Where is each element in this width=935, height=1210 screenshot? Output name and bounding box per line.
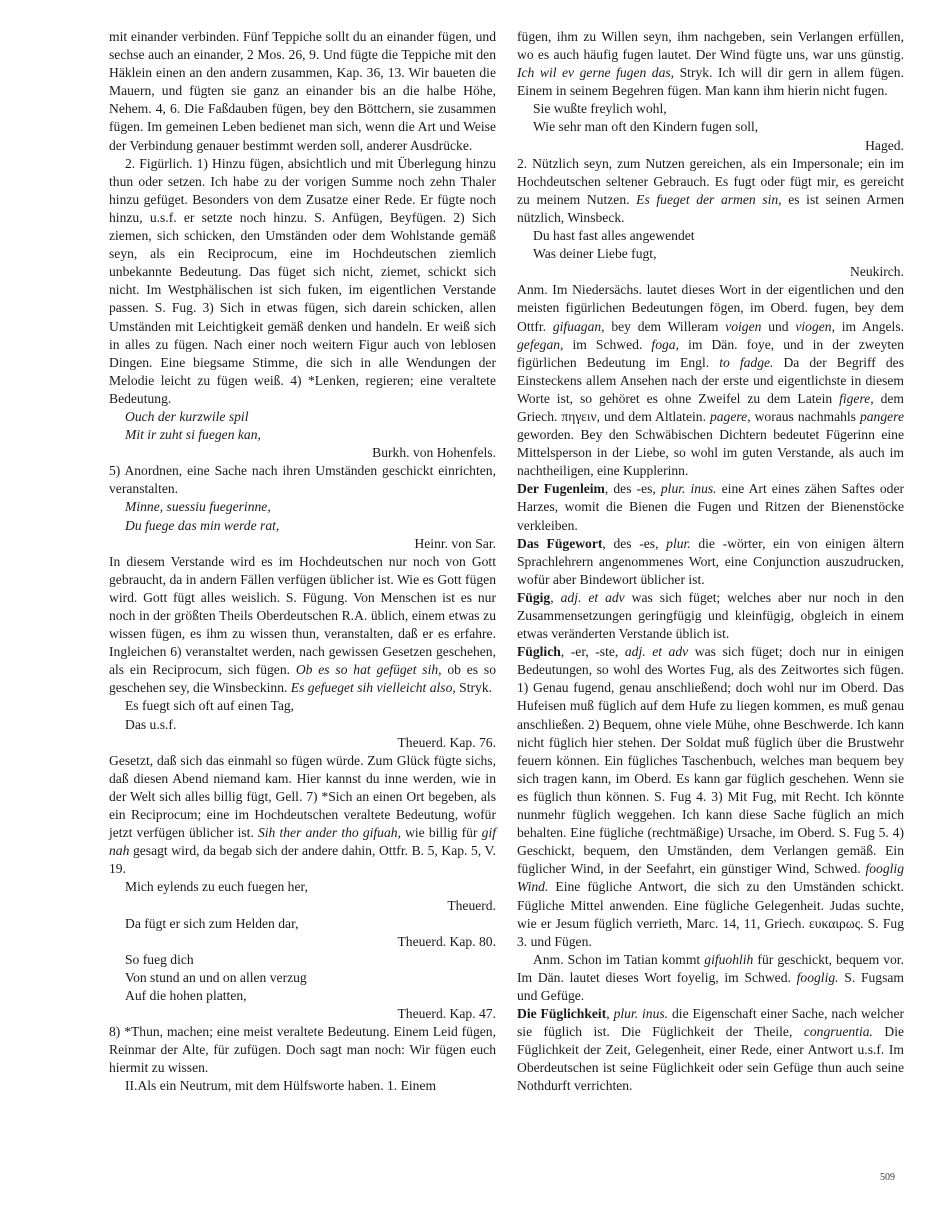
text-run: was sich füget; welches aber nur noch in den Zusammensetzungen geringfügig und kleinfügig, obgleich in einem etwas veränderten Verstande üblich ist. — [517, 589, 904, 642]
paragraph — [109, 1077, 496, 1095]
italic-text: Mit ir zuht si fuegen kan, — [125, 427, 261, 443]
italic-text: pagere, — [709, 408, 751, 424]
text-run: Sie wußte freylich wohl, — [533, 101, 667, 117]
verse-line — [517, 118, 904, 136]
text-run: Wie sehr man oft den Kindern fugen soll, — [533, 119, 759, 135]
verse-source — [517, 263, 904, 281]
verse-source — [109, 897, 496, 915]
right-column — [517, 28, 904, 1096]
text-run: was sich füget; doch nur in einigen Bedeutungen, so wohl des Wortes Fug, als des Zeitwortes sich fügen. 1) Genau fugend, genau anschließend; doch wohl nur im Oberd. Das Hufeisen muß füglich auf dem Hufe zu liegen kommen, es muß genau anschließen. 2) Bequem, ohne viele Mühe, ohne Beschwerde. Ich kann nicht füglich hier stehen. Der Soldat muß füglich über die Brustwehr feuern können. Ein fügliches Taschenbuch, welches man bequem bey sich tragen kann, im Oberd. Es kann gar füglich geschehen. Wenn sie es füglich thun können. S. Fug 4. 3) Mit Fug, mit Recht. Ich könnte nunmehr füglich weggehen. Ich kann diese Sache füglich an mich behalten. Eine fügliche (rechtmäßige) Ursache, im Oberd. S. Fug 5. 4) Geschickt, bequem, den Umständen, dem Verlangen gemäß. Ein füglicher Wind, in der Seefahrt, ein günstiger Wind, Schwed. — [517, 644, 904, 877]
headword: Das Fügewort — [517, 535, 603, 551]
text-run: mit einander verbinden. Fünf Teppiche sollt du an einander fügen, und sechse auch an einander, 2 Mos. 26, 9. Und fügte die Teppiche mit den Häklein einen an den andern zusammen, Kap. 36, 13. Wir baueten die Mauern, und fügten sie ganz an einander bis an die halbe Höhe, Nehem. 4, 6. Die Faßdauben fügen, bey den Böttchern, sie zusammen fügen. Im gemeinen Leben bedienet man sich, wenn die Art und Weise der Verbindung genauer bestimmt werden soll, anderer Ausdrücke. — [109, 29, 496, 153]
paragraph — [109, 752, 496, 879]
verse-source — [109, 444, 496, 462]
italic-text: Es gefueget sih vielleicht also, — [290, 680, 456, 696]
text-run: Theuerd. — [447, 897, 496, 913]
paragraph — [109, 462, 496, 498]
headword: Fügig — [517, 589, 551, 605]
verse-line — [109, 951, 496, 969]
text-run: , — [550, 589, 561, 605]
verse-source — [109, 734, 496, 752]
italic-text: Ouch der kurzwile spil — [125, 408, 249, 424]
text-run: Theuerd. Kap. 76. — [397, 734, 496, 750]
paragraph — [109, 553, 496, 698]
text-run: Stryk. Ich will dir gern in allem fügen. Einem in seinem Begehren fügen. Man kann ihm hierin nicht fugen. — [517, 65, 904, 99]
text-run: Gesetzt, daß sich das einmahl so fügen würde. Zum Glück fügte sichs, daß diesen Abend niemand kam. Hier kannst du inne werden, wie in der Welt sich alles billig fügt, Gell. 7) *Sich an einen Ort begeben, als ein Reciprocum; eine im Hochdeutschen veraltete Bedeutung, wofür jetzt verfügen üblicher ist. — [109, 752, 496, 841]
verse-line — [517, 227, 904, 245]
text-run: Neukirch. — [850, 264, 904, 280]
italic-text: fooglig Wind. — [517, 861, 904, 895]
text-run: S. Fugsam und Gefüge. — [517, 969, 904, 1003]
text-run: die -wörter, ein von einigen ältern Sprachlehrern angenommenes Wort, eine Conjunction auszudrucken, wofür aber Bindewort üblicher ist. — [517, 535, 905, 587]
italic-text: figere, — [839, 390, 874, 406]
text-run: Es fuegt sich oft auf einen Tag, — [125, 698, 295, 714]
text-run: Anm. Schon im Tatian kommt — [533, 951, 705, 967]
page-number: 509 — [880, 1172, 895, 1183]
italic-text: Minne, suessiu fuegerinne, — [125, 499, 271, 515]
text-run: Haged. — [865, 137, 904, 153]
text-run: Die Füglichkeit der Zeit, Gelegenheit, einer Rede, einer Antwort u.s.f. Im Oberdeutschen ist seine Füglichkeit oder sein Gefüge thun auch seine Nothdurft verrichten. — [517, 1024, 905, 1094]
text-run: Da der Begriff des Einsteckens allem Ansehen nach der erste und eigentlichste in diesem Worte ist, so gehöret es ohne Zweifel zu dem Latein — [517, 354, 904, 406]
text-run: Das u.s.f. — [125, 716, 177, 732]
paragraph — [517, 281, 904, 480]
verse-line — [109, 878, 496, 896]
paragraph — [517, 28, 904, 100]
text-run: wie billig für — [400, 825, 482, 841]
verse-source — [109, 933, 496, 951]
paragraph — [517, 155, 904, 227]
paragraph — [517, 480, 904, 534]
text-run: bey dem Willeram — [604, 318, 726, 334]
headword: Füglich — [517, 644, 561, 660]
text-run: gesagt wird, da begab sich der andere dahin, Ottfr. B. 5, Kap. 5, V. 19. — [109, 843, 496, 877]
text-run: In diesem Verstande wird es im Hochdeutschen nur noch von Gott gebraucht, da in andern Fällen verfügen üblicher ist. Wie es Gott fügen wird. Gott fügt alles weislich. S. Fügung. Von Menschen ist es nur noch in der größten Theils Oberdeutschen R.A. üblich, einem etwas zu wissen fügen, es ihm zu wissen thun, veranstalten, daß er es erfahre. Ingleichen 6) veranstaltet werden, nach gewissen Gesetzen geschehen, als ein Reciprocum, sich fügen. — [109, 553, 496, 678]
italic-text: gifuohlih — [704, 951, 754, 967]
verse-source — [109, 535, 496, 553]
paragraph — [109, 1023, 496, 1077]
paragraph — [517, 1005, 904, 1095]
verse-line — [517, 100, 904, 118]
italic-text: plur. — [666, 535, 691, 551]
text-run: Du hast fast alles angewendet — [533, 228, 695, 244]
verse-line — [109, 426, 496, 444]
headword: Der Fugenleim — [517, 481, 605, 497]
italic-text: gif nah — [109, 825, 496, 859]
text-run: Auf die hohen platten, — [125, 987, 247, 1003]
verse-line — [109, 517, 496, 535]
text-run: dem Griech. πηγειν, und dem Altlatein. — [517, 390, 905, 424]
verse-source — [517, 137, 904, 155]
text-run: II.Als ein Neutrum, mit dem Hülfsworte haben. 1. Einem — [125, 1078, 437, 1094]
text-run: 5) Anordnen, eine Sache nach ihren Umständen geschickt einrichten, veranstalten. — [109, 463, 496, 497]
text-run: Theuerd. Kap. 80. — [397, 933, 496, 949]
italic-text: viogen, — [795, 318, 835, 334]
italic-text: Ob es so hat gefüget sih, — [295, 662, 442, 678]
italic-text: foga, — [651, 336, 679, 352]
italic-text: Ich wil ev gerne fugen das, — [517, 65, 675, 81]
verse-line — [109, 987, 496, 1005]
paragraph — [517, 589, 904, 643]
text-run: es ist seinen Armen nützlich, Winsbeck. — [517, 191, 904, 225]
italic-text: Du fuege das min werde rat, — [125, 517, 280, 533]
italic-text: gefegan, — [517, 336, 564, 352]
paragraph — [517, 535, 904, 589]
italic-text: adj. et adv — [560, 589, 625, 605]
text-run: woraus nachmahls — [750, 408, 860, 424]
text-run: So fueg dich — [125, 951, 194, 967]
headword: Die Füglichkeit — [517, 1006, 607, 1022]
text-run: und — [761, 318, 796, 334]
italic-text: fooglig. — [796, 969, 839, 985]
verse-line — [109, 969, 496, 987]
italic-text: plur. inus. — [660, 481, 717, 497]
text-run: im Dän. foye, und in der zweyten figürlichen Bedeutung im Engl. — [517, 336, 904, 370]
verse-line — [109, 498, 496, 516]
text-run: , -er, -ste, — [560, 644, 625, 660]
text-run: Mich eylends zu euch fuegen her, — [125, 879, 308, 895]
text-run: Burkh. von Hohenfels. — [372, 445, 496, 461]
text-run: geworden. Bey den Schwäbischen Dichtern bedeutet Fügerinn eine Mittelsperson in der Liebe, so wohl im guten Verstande, als auch im nachtheiligen, eine Kupplerinn. — [517, 427, 904, 479]
italic-text: plur. inus. — [613, 1006, 669, 1022]
verse-line — [109, 408, 496, 426]
italic-text: adj. et adv — [624, 644, 689, 660]
left-column — [109, 28, 496, 1096]
text-run: Von stund an und on allen verzug — [125, 969, 307, 985]
verse-line — [109, 915, 496, 933]
text-run: für geschickt, bequem vor. Im Dän. lautet dieses Wort foyelig, im Schwed. — [517, 951, 904, 985]
verse-source — [109, 1005, 496, 1023]
paragraph — [517, 643, 904, 951]
paragraph — [109, 28, 496, 155]
text-run: 2. Figürlich. 1) Hinzu fügen, absichtlich und mit Überlegung hinzu thun oder setzen. Ich habe zu der vorigen Summe noch zehn Thaler hinzu gefüget. Besonders von dem Zusatze einer Rede. Er fügte noch hinzu, u.s.f. er setzte noch hinzu. S. Anfügen, Beyfügen. 2) Sich ziemen, sich schicken, den Umständen oder dem Wohlstande gemäß seyn, als ein Reciprocum, eine im Hochdeutschen ziemlich unbekannte Bedeutung. Das füget sich nicht, ziemet, schickt sich nicht. Im Westphälischen ist sich fuken, im eigentlichen Verstande passen. S. Fug. 3) Sich in etwas fügen, sich darein schicken, allen Umständen mit Leichtigkeit gemäß denken und handeln. Er weiß sich in alles zu fügen. Nach einer noch weitern Figur auch von leblosen Dingen. Eine biegsame Stimme, die sich in alle Wendungen der Melodie leicht zu fügen weiß. 4) *Lenken, regieren; eine veraltete Bedeutung. — [109, 155, 496, 406]
italic-text: congruentia. — [803, 1024, 873, 1040]
italic-text: voigen — [725, 318, 762, 334]
verse-line — [109, 697, 496, 715]
text-run: fügen, ihm zu Willen seyn, ihm nachgeben, sein Verlangen erfüllen, wo es auch häufig fugen lautet. Der Wind fügte uns, war uns günstig. — [517, 29, 904, 63]
text-run: Da fügt er sich zum Helden dar, — [125, 915, 299, 931]
text-run: Eine fügliche Antwort, die sich zu den Umständen schickt. Fügliche Mittel anwenden. Eine fügliche Gelegenheit. Judas suchte, wie er Jesum füglich verrieth, Marc. 14, 11, Griech. ευκαιρως. S. Fug 3. und Fügen. — [517, 879, 904, 949]
paragraph — [517, 951, 904, 1005]
text-run: ob es so geschehen sey, die Winsbeckinn. — [109, 662, 496, 696]
text-run: im Angels. — [834, 318, 905, 334]
italic-text: pangere — [859, 408, 904, 424]
text-run: Was deiner Liebe fugt, — [533, 246, 657, 262]
text-run: Heinr. von Sar. — [414, 535, 496, 551]
text-run: Theuerd. Kap. 47. — [397, 1006, 496, 1022]
verse-line — [109, 716, 496, 734]
text-run: 8) *Thun, machen; eine meist veraltete Bedeutung. Einem Leid fügen, Reinmar der Alte, für zufügen. Doch sagt man noch: Wir fügen euch hiermit zu wissen. — [109, 1024, 496, 1076]
text-run: , des -es, — [604, 481, 661, 497]
text-run: Stryk. — [455, 680, 493, 696]
italic-text: gifuagan, — [552, 318, 605, 334]
text-run: , des -es, — [602, 535, 667, 551]
italic-text: Es fueget der armen sin, — [636, 191, 782, 207]
text-run: , — [606, 1006, 614, 1022]
paragraph — [109, 155, 496, 408]
text-run: eine Art eines zähen Saftes oder Harzes, womit die Bienen die Fugen und Ritzen der Bienenstöcke verkleiben. — [517, 481, 905, 533]
text-run: Anm. Im Niedersächs. lautet dieses Wort in der eigentlichen und den meisten figürlichen Bedeutungen fögen, im Oberd. fugen, bey dem Ottfr. — [517, 282, 904, 334]
text-run: im Schwed. — [563, 336, 652, 352]
italic-text: to fadge. — [719, 354, 774, 370]
text-run: die Eigenschaft einer Sache, nach welcher sie füglich ist. Die Füglichkeit der Theile, — [517, 1006, 905, 1040]
verse-line — [517, 245, 904, 263]
italic-text: Sih ther ander tho gifuah, — [257, 825, 401, 841]
text-run: 2. Nützlich seyn, zum Nutzen gereichen, als ein Impersonale; ein im Hochdeutschen seltener Gebrauch. Es fugt oder fügt mir, es gereicht zu meinem Nutzen. — [517, 155, 904, 207]
